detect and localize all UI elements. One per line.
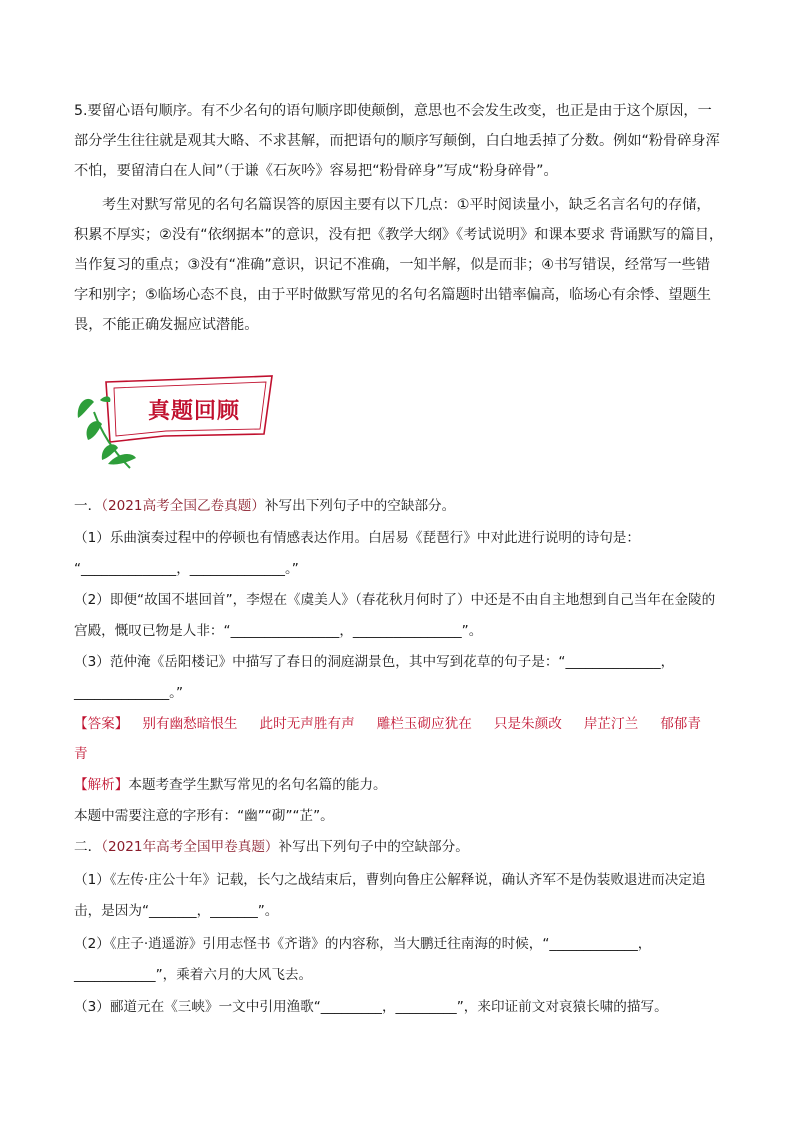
question-2-item-1: （1）《左传·庄公十年》记载，长勺之战结束后，曹刿向鲁庄公解释说，确认齐军不是伪装败退进而决定追 [74,872,706,888]
answer-item: 岸芷汀兰 [583,716,639,732]
question-2-item-2-blanks: ____________”，乘着六月的大风飞去。 [74,967,313,983]
answer-continuation: 青 [74,746,88,762]
analysis-text: 本题考查学生默写常见的名句名篇的能力。 [128,777,387,793]
question-1-item-1-blanks: “______________，______________。” [74,561,299,577]
intro-paragraph-1: 5.要留心语句顺序。有不少名句的语句顺序即使颠倒，意思也不会发生改变，也正是由于这个原因，一部分学生往往就是观其大略、不求甚解，而把语句的顺序写颠倒，白白地丢掉了分数。例如“粉骨碎身浑不怕，要留清白在人间”（于谦《石灰吟》容易把“粉骨碎身”写成“粉身碎骨”。 [74,103,720,179]
section-banner-graphic [72,372,282,482]
question-2-item-1-blanks: 击，是因为“_______，_______”。 [74,903,279,919]
question-1-answer [74,713,734,735]
question-1-instruction: 补写出下列句子中的空缺部分。 [264,498,456,514]
answer-item: 此时无声胜有声 [259,716,355,732]
question-2-item-3: （3）郦道元在《三峡》一文中引用渔歌“_________，_________”，来印证前文对哀猿长啸的描写。 [74,999,668,1015]
question-1-item-1: （1）乐曲演奏过程中的停顿也有情感表达作用。白居易《琵琶行》中对此进行说明的诗句是： [74,530,640,546]
question-2-source: （2021年高考全国甲卷真题） [101,839,279,855]
answer-item: 只是朱颜改 [493,716,562,732]
question-1-number: 一． [74,498,102,514]
intro-paragraph-2: 考生对默写常见的名句名篇误答的原因主要有以下几点：①平时阅读量小，缺乏名言名句的存储，积累不厚实；②没有“依纲据本”的意识，没有把《教学大纲》《考试说明》和课本要求 背诵默写的篇目，当作复习的重点；③没有“准确”意识，识记不准确，一知半解，似是而非；④书写错误，经常写一些错字和别字；⑤临场心态不良，由于平时做默写常见的名句名篇题时出错率偏高，临场心有余悸、望题生畏，不能正确发掘应试潜能。 [74,197,724,333]
question-1-note: 本题中需要注意的字形有：“幽”“砌”“芷”。 [74,808,334,824]
section-banner-title: 真题回顾 [148,398,241,424]
answer-item: 郁郁青 [660,716,701,732]
question-1-source: （2021高考全国乙卷真题） [101,498,265,514]
question-1-item-3-blanks: ______________。” [74,685,183,701]
question-2-item-2: （2）《庄子·逍遥游》引用志怪书《齐谐》的内容称，当大鹏迁往南海的时候，“_____________， [74,936,652,952]
answer-item: 别有幽愁暗恨生 [142,716,238,732]
question-2-number: 二． [74,839,102,855]
question-1-item-3: （3）范仲淹《岳阳楼记》中描写了春日的洞庭湖景色，其中写到花草的句子是：“______________， [74,654,675,670]
question-1-item-2: （2）即便“故国不堪回首”，李煜在《虞美人》（春花秋月何时了）中还是不由自主地想到自己当年在金陵的 [74,592,716,608]
answer-item: 雕栏玉砌应犹在 [376,716,472,732]
answer-label: 【答案】 [74,716,129,732]
question-2-heading [74,836,469,858]
question-2-instruction: 补写出下列句子中的空缺部分。 [278,839,469,855]
analysis-label: 【解析】 [74,777,129,793]
question-1-heading [74,495,455,517]
question-1-item-2-blanks: 宫殿，慨叹已物是人非：“________________，________________”。 [74,623,483,639]
question-1-analysis [74,774,734,796]
